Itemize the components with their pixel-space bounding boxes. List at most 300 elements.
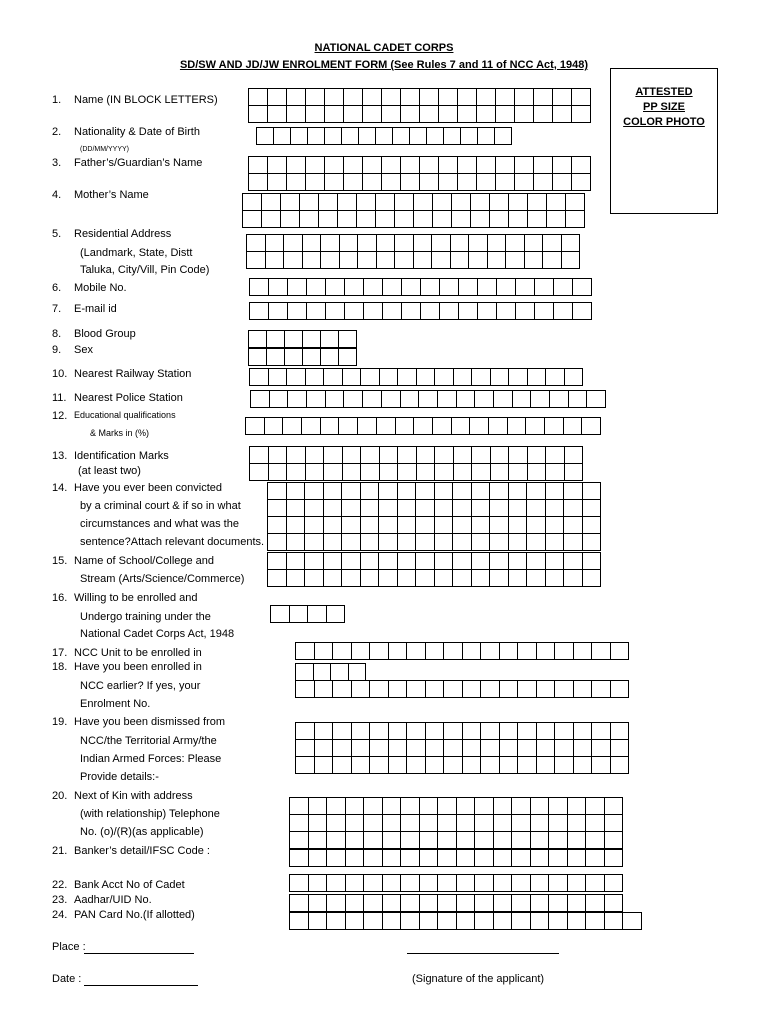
character-box[interactable] [573, 681, 592, 698]
character-box[interactable] [545, 570, 564, 587]
character-box[interactable] [512, 850, 531, 867]
character-box[interactable] [416, 517, 435, 534]
character-box[interactable] [530, 815, 549, 832]
character-box-grid[interactable] [289, 912, 642, 930]
character-box[interactable] [323, 500, 342, 517]
character-box[interactable] [527, 570, 546, 587]
character-box[interactable] [586, 913, 605, 930]
character-box[interactable] [268, 89, 287, 106]
character-box[interactable] [490, 553, 509, 570]
character-box[interactable] [397, 483, 416, 500]
character-box[interactable] [290, 798, 309, 815]
character-box[interactable] [573, 303, 592, 320]
character-box[interactable] [434, 553, 453, 570]
character-box[interactable] [545, 517, 564, 534]
character-box[interactable] [444, 681, 463, 698]
character-box[interactable] [545, 418, 564, 435]
character-box[interactable] [462, 723, 481, 740]
character-box[interactable] [512, 895, 531, 912]
character-box[interactable] [458, 157, 477, 174]
character-box[interactable] [321, 252, 340, 269]
character-box[interactable] [499, 681, 518, 698]
character-box[interactable] [438, 895, 457, 912]
character-box[interactable] [351, 740, 370, 757]
character-box[interactable] [267, 349, 285, 366]
character-box[interactable] [444, 128, 461, 145]
character-box[interactable] [305, 534, 324, 551]
character-box[interactable] [481, 681, 500, 698]
character-box[interactable] [490, 369, 509, 386]
character-box[interactable] [527, 447, 546, 464]
character-box[interactable] [361, 369, 380, 386]
character-box[interactable] [567, 798, 586, 815]
character-box-grid[interactable] [295, 642, 629, 660]
character-box[interactable] [425, 681, 444, 698]
character-box[interactable] [420, 157, 439, 174]
character-box-grid[interactable] [267, 482, 601, 551]
character-box[interactable] [592, 681, 611, 698]
character-box[interactable] [342, 483, 361, 500]
character-box[interactable] [402, 279, 421, 296]
character-box[interactable] [456, 895, 475, 912]
character-box-grid[interactable] [248, 88, 591, 123]
character-box[interactable] [421, 303, 440, 320]
character-box[interactable] [308, 913, 327, 930]
character-box[interactable] [345, 798, 364, 815]
character-box[interactable] [287, 464, 306, 481]
character-box[interactable] [490, 517, 509, 534]
character-box[interactable] [268, 106, 287, 123]
character-box[interactable] [308, 850, 327, 867]
character-box[interactable] [545, 500, 564, 517]
character-box-grid[interactable] [249, 302, 592, 320]
character-box[interactable] [527, 369, 546, 386]
character-box[interactable] [265, 252, 284, 269]
character-box[interactable] [306, 157, 325, 174]
character-box[interactable] [526, 418, 545, 435]
character-box[interactable] [490, 464, 509, 481]
character-box[interactable] [360, 534, 379, 551]
character-box-grid[interactable] [249, 278, 592, 296]
character-box[interactable] [359, 128, 376, 145]
character-box[interactable] [407, 681, 426, 698]
character-box[interactable] [527, 517, 546, 534]
character-box[interactable] [308, 815, 327, 832]
character-box[interactable] [398, 464, 417, 481]
character-box[interactable] [287, 89, 306, 106]
character-box[interactable] [250, 447, 269, 464]
character-box[interactable] [469, 235, 488, 252]
character-box[interactable] [364, 798, 383, 815]
character-box[interactable] [364, 832, 383, 849]
character-box[interactable] [305, 553, 324, 570]
character-box-grid[interactable] [289, 874, 623, 892]
character-box[interactable] [452, 211, 471, 228]
character-box[interactable] [286, 553, 305, 570]
character-box[interactable] [265, 235, 284, 252]
character-box[interactable] [376, 235, 395, 252]
character-box[interactable] [582, 570, 601, 587]
place-line[interactable] [84, 953, 194, 954]
character-box[interactable] [586, 895, 605, 912]
character-box[interactable] [453, 369, 472, 386]
character-box[interactable] [395, 418, 414, 435]
character-box[interactable] [453, 534, 472, 551]
character-box[interactable] [379, 447, 398, 464]
character-box[interactable] [419, 832, 438, 849]
character-box[interactable] [487, 252, 506, 269]
character-box[interactable] [567, 850, 586, 867]
character-box[interactable] [469, 252, 488, 269]
character-box[interactable] [568, 391, 587, 408]
character-box[interactable] [327, 913, 346, 930]
character-box[interactable] [381, 391, 400, 408]
character-box[interactable] [339, 418, 358, 435]
character-box[interactable] [342, 517, 361, 534]
character-box[interactable] [512, 815, 531, 832]
character-box[interactable] [564, 369, 583, 386]
character-box[interactable] [604, 832, 623, 849]
character-box[interactable] [370, 757, 389, 774]
character-box[interactable] [444, 740, 463, 757]
character-box[interactable] [281, 194, 300, 211]
character-box-grid[interactable] [295, 663, 366, 681]
character-box[interactable] [249, 157, 268, 174]
character-box[interactable] [401, 89, 420, 106]
character-box[interactable] [285, 331, 303, 348]
character-box[interactable] [444, 757, 463, 774]
character-box[interactable] [358, 235, 377, 252]
character-box[interactable] [382, 798, 401, 815]
character-box[interactable] [383, 303, 402, 320]
character-box-grid[interactable] [242, 193, 585, 228]
character-box[interactable] [296, 723, 315, 740]
character-box[interactable] [550, 391, 569, 408]
character-box[interactable] [333, 740, 352, 757]
character-box[interactable] [262, 211, 281, 228]
character-box-grid[interactable] [248, 330, 357, 348]
character-box[interactable] [379, 517, 398, 534]
photo-box[interactable] [610, 68, 718, 214]
character-box[interactable] [421, 279, 440, 296]
character-box[interactable] [327, 815, 346, 832]
character-box[interactable] [475, 895, 494, 912]
character-box[interactable] [555, 643, 574, 660]
character-box[interactable] [481, 740, 500, 757]
character-box[interactable] [438, 798, 457, 815]
character-box-grid[interactable] [289, 797, 623, 849]
character-box[interactable] [287, 174, 306, 191]
character-box[interactable] [481, 723, 500, 740]
character-box[interactable] [401, 157, 420, 174]
character-box[interactable] [383, 279, 402, 296]
character-box[interactable] [307, 303, 326, 320]
character-box[interactable] [493, 798, 512, 815]
character-box[interactable] [493, 815, 512, 832]
character-box-grid[interactable] [289, 849, 623, 867]
character-box[interactable] [326, 279, 345, 296]
character-box[interactable] [290, 913, 309, 930]
character-box[interactable] [444, 723, 463, 740]
character-box[interactable] [342, 128, 359, 145]
character-box[interactable] [572, 174, 591, 191]
character-box[interactable] [478, 128, 495, 145]
character-box-grid[interactable] [289, 894, 623, 912]
character-box[interactable] [331, 664, 349, 681]
character-box[interactable] [573, 643, 592, 660]
character-box[interactable] [302, 418, 321, 435]
character-box[interactable] [586, 832, 605, 849]
character-box[interactable] [314, 757, 333, 774]
character-box[interactable] [268, 369, 287, 386]
character-box[interactable] [401, 174, 420, 191]
character-box[interactable] [323, 570, 342, 587]
character-box[interactable] [458, 174, 477, 191]
character-box[interactable] [530, 895, 549, 912]
character-box[interactable] [604, 913, 623, 930]
character-box[interactable] [572, 157, 591, 174]
character-box[interactable] [324, 369, 343, 386]
character-box[interactable] [554, 303, 573, 320]
character-box[interactable] [363, 106, 382, 123]
character-box[interactable] [499, 757, 518, 774]
character-box[interactable] [400, 391, 419, 408]
character-box[interactable] [388, 757, 407, 774]
character-box[interactable] [549, 798, 568, 815]
character-box[interactable] [379, 570, 398, 587]
character-box[interactable] [475, 875, 494, 892]
character-box[interactable] [360, 500, 379, 517]
character-box[interactable] [499, 723, 518, 740]
character-box[interactable] [564, 464, 583, 481]
character-box[interactable] [545, 483, 564, 500]
character-box[interactable] [321, 235, 340, 252]
character-box[interactable] [508, 553, 527, 570]
character-box[interactable] [327, 832, 346, 849]
character-box-grid[interactable] [295, 680, 629, 698]
character-box[interactable] [314, 723, 333, 740]
character-box[interactable] [395, 252, 414, 269]
character-box[interactable] [439, 106, 458, 123]
character-box[interactable] [246, 418, 265, 435]
character-box-grid[interactable] [249, 368, 583, 386]
character-box[interactable] [561, 252, 580, 269]
character-box[interactable] [333, 681, 352, 698]
character-box[interactable] [401, 798, 420, 815]
character-box[interactable] [268, 157, 287, 174]
character-box[interactable] [413, 235, 432, 252]
character-box[interactable] [439, 89, 458, 106]
character-box[interactable] [264, 418, 283, 435]
character-box[interactable] [432, 235, 451, 252]
character-box[interactable] [515, 174, 534, 191]
character-box[interactable] [325, 391, 344, 408]
character-box[interactable] [481, 757, 500, 774]
character-box[interactable] [363, 174, 382, 191]
character-box[interactable] [567, 895, 586, 912]
character-box[interactable] [268, 464, 287, 481]
character-box[interactable] [268, 517, 287, 534]
character-box[interactable] [547, 194, 566, 211]
character-box[interactable] [475, 798, 494, 815]
character-box[interactable] [416, 464, 435, 481]
character-box[interactable] [397, 534, 416, 551]
character-box[interactable] [370, 681, 389, 698]
character-box[interactable] [573, 757, 592, 774]
character-box[interactable] [535, 303, 554, 320]
character-box[interactable] [527, 534, 546, 551]
character-box[interactable] [360, 570, 379, 587]
character-box[interactable] [376, 418, 395, 435]
character-box-grid[interactable] [246, 234, 580, 269]
character-box[interactable] [453, 553, 472, 570]
character-box[interactable] [549, 850, 568, 867]
character-box[interactable] [549, 832, 568, 849]
character-box[interactable] [308, 895, 327, 912]
character-box[interactable] [257, 128, 274, 145]
character-box[interactable] [287, 157, 306, 174]
character-box[interactable] [573, 279, 592, 296]
character-box[interactable] [342, 570, 361, 587]
character-box[interactable] [471, 194, 490, 211]
character-box[interactable] [530, 913, 549, 930]
character-box[interactable] [536, 757, 555, 774]
character-box[interactable] [512, 391, 531, 408]
character-box[interactable] [364, 895, 383, 912]
character-box[interactable] [592, 643, 611, 660]
character-box[interactable] [382, 913, 401, 930]
character-box[interactable] [303, 331, 321, 348]
character-box[interactable] [432, 252, 451, 269]
character-box[interactable] [397, 570, 416, 587]
character-box[interactable] [438, 815, 457, 832]
character-box[interactable] [582, 517, 601, 534]
character-box[interactable] [471, 483, 490, 500]
character-box[interactable] [395, 211, 414, 228]
character-box[interactable] [490, 211, 509, 228]
character-box[interactable] [357, 211, 376, 228]
character-box[interactable] [379, 534, 398, 551]
character-box[interactable] [382, 832, 401, 849]
character-box[interactable] [401, 815, 420, 832]
character-box[interactable] [302, 235, 321, 252]
character-box[interactable] [437, 391, 456, 408]
character-box[interactable] [345, 850, 364, 867]
character-box[interactable] [268, 500, 287, 517]
character-box[interactable] [325, 89, 344, 106]
character-box[interactable] [314, 681, 333, 698]
character-box[interactable] [555, 740, 574, 757]
character-box[interactable] [586, 798, 605, 815]
character-box[interactable] [398, 447, 417, 464]
character-box[interactable] [388, 681, 407, 698]
character-box[interactable] [527, 464, 546, 481]
character-box[interactable] [345, 875, 364, 892]
character-box[interactable] [462, 643, 481, 660]
character-box[interactable] [543, 252, 562, 269]
character-box[interactable] [339, 252, 358, 269]
character-box[interactable] [357, 194, 376, 211]
character-box[interactable] [530, 850, 549, 867]
character-box[interactable] [382, 895, 401, 912]
character-box[interactable] [604, 815, 623, 832]
character-box[interactable] [327, 875, 346, 892]
character-box[interactable] [348, 664, 366, 681]
character-box[interactable] [444, 643, 463, 660]
character-box[interactable] [342, 534, 361, 551]
character-box[interactable] [286, 500, 305, 517]
character-box[interactable] [401, 913, 420, 930]
character-box[interactable] [376, 128, 393, 145]
character-box[interactable] [592, 757, 611, 774]
character-box[interactable] [524, 252, 543, 269]
character-box[interactable] [420, 174, 439, 191]
character-box[interactable] [339, 331, 357, 348]
character-box[interactable] [407, 723, 426, 740]
character-box[interactable] [416, 483, 435, 500]
character-box[interactable] [307, 391, 326, 408]
character-box[interactable] [414, 211, 433, 228]
character-box[interactable] [610, 681, 629, 698]
character-box[interactable] [438, 875, 457, 892]
character-box[interactable] [249, 331, 267, 348]
character-box[interactable] [419, 895, 438, 912]
character-box[interactable] [472, 369, 491, 386]
character-box[interactable] [471, 500, 490, 517]
character-box[interactable] [401, 832, 420, 849]
character-box[interactable] [518, 723, 537, 740]
character-box[interactable] [344, 106, 363, 123]
character-box[interactable] [296, 681, 315, 698]
character-box[interactable] [512, 832, 531, 849]
character-box[interactable] [592, 723, 611, 740]
character-box[interactable] [452, 194, 471, 211]
character-box[interactable] [345, 815, 364, 832]
character-box[interactable] [563, 418, 582, 435]
character-box[interactable] [543, 235, 562, 252]
character-box[interactable] [471, 517, 490, 534]
character-box[interactable] [493, 832, 512, 849]
character-box[interactable] [456, 913, 475, 930]
character-box[interactable] [549, 913, 568, 930]
character-box[interactable] [291, 128, 308, 145]
character-box[interactable] [290, 815, 309, 832]
character-box[interactable] [364, 815, 383, 832]
character-box[interactable] [296, 664, 314, 681]
character-box[interactable] [515, 106, 534, 123]
character-box[interactable] [364, 875, 383, 892]
character-box[interactable] [249, 106, 268, 123]
character-box[interactable] [545, 534, 564, 551]
character-box[interactable] [300, 211, 319, 228]
character-box[interactable] [432, 418, 451, 435]
character-box[interactable] [323, 534, 342, 551]
character-box[interactable] [247, 235, 266, 252]
character-box[interactable] [290, 875, 309, 892]
character-box[interactable] [249, 174, 268, 191]
character-box[interactable] [345, 832, 364, 849]
character-box[interactable] [288, 391, 307, 408]
character-box[interactable] [564, 553, 583, 570]
character-box[interactable] [471, 570, 490, 587]
character-box[interactable] [499, 740, 518, 757]
character-box[interactable] [414, 418, 433, 435]
character-box[interactable] [572, 106, 591, 123]
character-box[interactable] [382, 89, 401, 106]
character-box[interactable] [546, 369, 565, 386]
character-box[interactable] [326, 606, 345, 623]
character-box[interactable] [379, 464, 398, 481]
